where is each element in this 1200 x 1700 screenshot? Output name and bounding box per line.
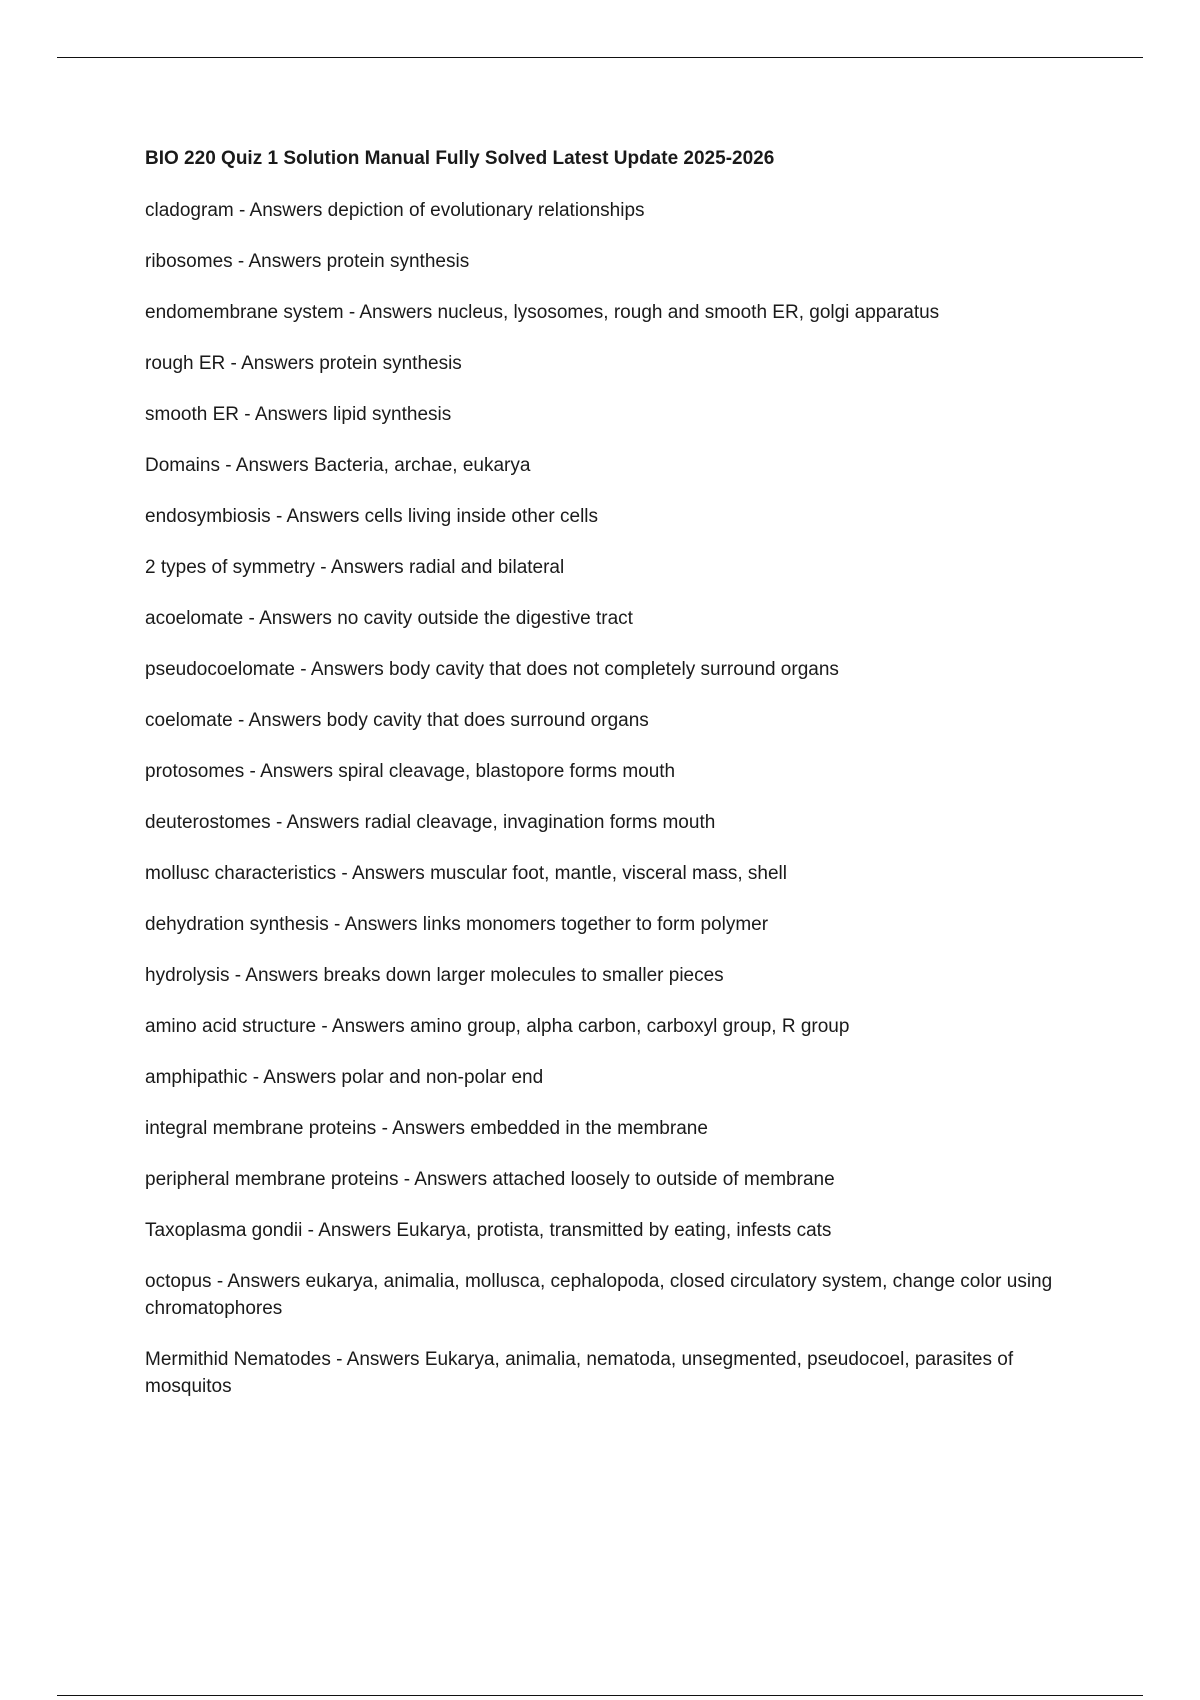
qa-item: Taxoplasma gondii - Answers Eukarya, protista, transmitted by eating, infests cats — [145, 1220, 832, 1241]
header-rule — [57, 57, 1143, 58]
qa-item: endomembrane system - Answers nucleus, lysosomes, rough and smooth ER, golgi apparatus — [145, 302, 940, 323]
document-body — [145, 145, 1085, 1400]
qa-item: pseudocoelomate - Answers body cavity that does not completely surround organs — [145, 659, 839, 680]
qa-item: rough ER - Answers protein synthesis — [145, 353, 462, 374]
footer-rule — [57, 1695, 1143, 1696]
document-title: BIO 220 Quiz 1 Solution Manual Fully Solved Latest Update 2025-2026 — [145, 148, 775, 169]
qa-item: amino acid structure - Answers amino group, alpha carbon, carboxyl group, R group — [145, 1016, 850, 1037]
qa-item: octopus - Answers eukarya, animalia, mollusca, cephalopoda, closed circulatory system, change color using chromatophores — [145, 1271, 1053, 1319]
qa-item: integral membrane proteins - Answers embedded in the membrane — [145, 1118, 708, 1139]
qa-item: coelomate - Answers body cavity that does surround organs — [145, 710, 649, 731]
qa-item: dehydration synthesis - Answers links monomers together to form polymer — [145, 914, 769, 935]
qa-item: deuterostomes - Answers radial cleavage, invagination forms mouth — [145, 812, 716, 833]
qa-item: hydrolysis - Answers breaks down larger molecules to smaller pieces — [145, 965, 724, 986]
qa-item: 2 types of symmetry - Answers radial and bilateral — [145, 557, 565, 578]
qa-item: ribosomes - Answers protein synthesis — [145, 251, 470, 272]
qa-item: peripheral membrane proteins - Answers attached loosely to outside of membrane — [145, 1169, 835, 1190]
qa-list — [145, 197, 1085, 1400]
qa-item: Mermithid Nematodes - Answers Eukarya, animalia, nematoda, unsegmented, pseudocoel, parasites of mosquitos — [145, 1349, 1014, 1397]
qa-item: protosomes - Answers spiral cleavage, blastopore forms mouth — [145, 761, 676, 782]
qa-item: endosymbiosis - Answers cells living inside other cells — [145, 506, 599, 527]
qa-item: cladogram - Answers depiction of evolutionary relationships — [145, 200, 645, 221]
qa-item: smooth ER - Answers lipid synthesis — [145, 404, 452, 425]
qa-item: amphipathic - Answers polar and non-polar end — [145, 1067, 544, 1088]
qa-item: mollusc characteristics - Answers muscular foot, mantle, visceral mass, shell — [145, 863, 787, 884]
qa-item: Domains - Answers Bacteria, archae, eukarya — [145, 455, 531, 476]
qa-item: acoelomate - Answers no cavity outside the digestive tract — [145, 608, 633, 629]
